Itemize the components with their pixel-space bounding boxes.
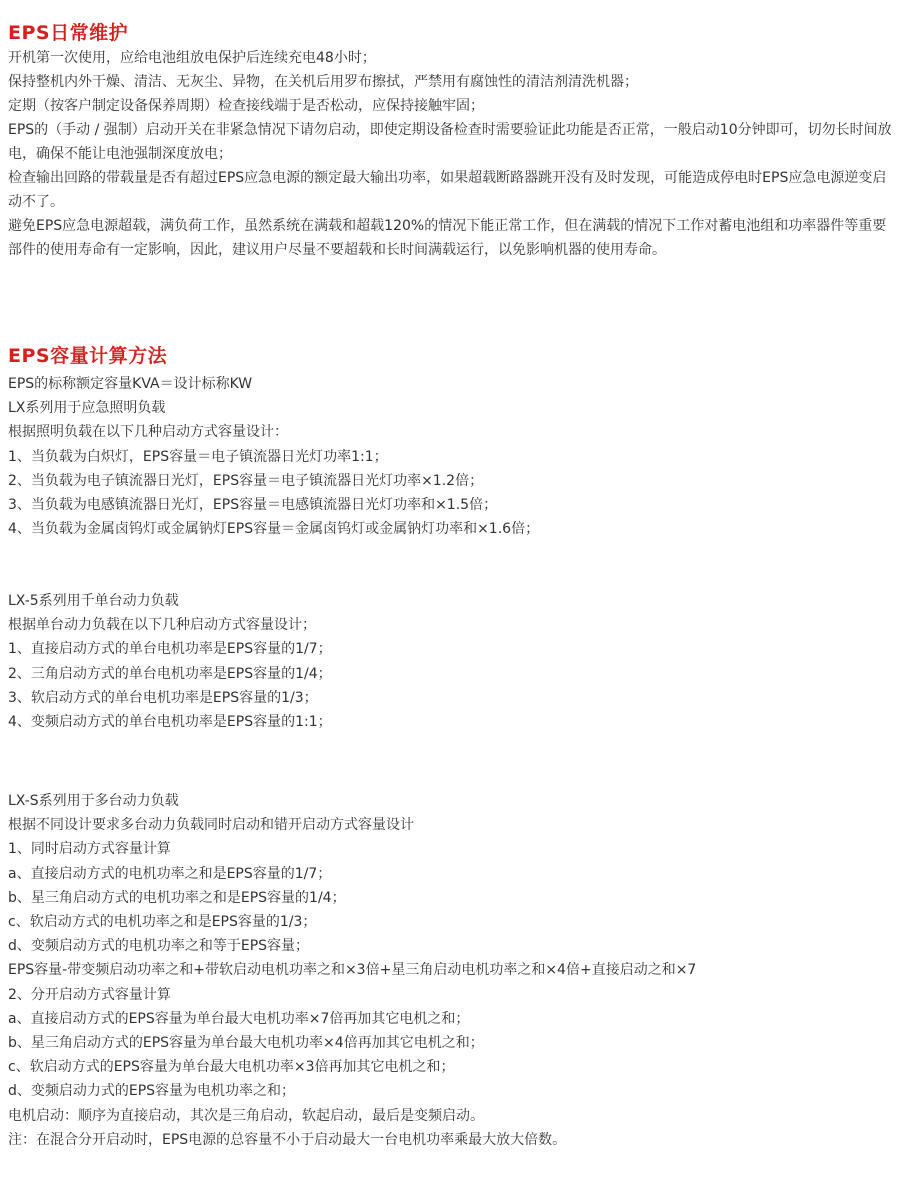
intro-line: LX系列用于应急照明负载 [8,400,166,417]
lxs-line: a、直接启动方式的电机功率之和是EPS容量的1/7； [8,865,332,882]
maintenance-paragraph: 保持整机内外干燥、清洁、无灰尘、异物，在关机后用罗布擦拭，严禁用有腐蚀性的清洁剂清洗机器； [8,74,638,90]
intro-line: 3、当负载为电感镇流器日光灯，EPS容量＝电感镇流器日光灯功率和×1.5倍； [8,497,498,514]
lxs-line: 1、同时启动方式容量计算 [8,841,171,858]
capacity-heading: EPS容量计算方法 [8,345,168,367]
lxs-line: 2、分开启动方式容量计算 [8,986,171,1003]
lx5-line: 根据单台动力负载在以下几种启动方式容量设计； [8,617,316,634]
lxs-block [8,789,894,1152]
maintenance-paragraph: 开机第一次使用，应给电池组放电保护后连续充电48小时； [8,50,376,66]
intro-line: EPS的标称额定容量KVA＝设计标称KW [8,376,253,392]
lx5-line: 2、三角启动方式的单台电机功率是EPS容量的1/4； [8,665,332,682]
maintenance-heading: EPS日常维护 [8,22,129,44]
lx5-line: 1、直接启动方式的单台电机功率是EPS容量的1/7； [8,641,332,658]
maintenance-paragraph: 检查输出回路的带载量是否有超过EPS应急电源的额定最大输出功率，如果超载断路器跳开没有及时发现，可能造成停电时EPS应急电源逆变启动不了。 [8,170,887,210]
lxs-line: c、软启动方式的电机功率之和是EPS容量的1/3； [8,914,317,931]
maintenance-paragraph: 避免EPS应急电源超载，满负荷工作，虽然系统在满载和超载120%的情况下能正常工作，但在满载的情况下工作对蓄电池组和功率器件等重要部件的使用寿命有一定影响，因此，建议用户尽量不要超载和长时间满载运行，以免影响机器的使用寿命。 [8,218,887,258]
lx5-line: LX-5系列用千单台动力负载 [8,593,179,609]
lx5-block [8,589,894,734]
lxs-line: b、星三角启动方式的电机功率之和是EPS容量的1/4； [8,889,346,906]
maintenance-section [8,20,894,46]
capacity-section [8,343,894,369]
intro-line: 2、当负载为电子镇流器日光灯，EPS容量＝电子镇流器日光灯功率×1.2倍； [8,472,484,489]
maintenance-body [8,46,894,262]
lxs-line: 注：在混合分开启动时，EPS电源的总容量不小于启动最大一台电机功率乘最大放大倍数。 [8,1131,567,1148]
maintenance-paragraph: EPS的（手动 / 强制）启动开关在非紧急情况下请勿启动，即使定期设备检查时需要验证此功能是否正常，一般启动10分钟即可，切勿长时间放电，确保不能让电池强制深度放电； [8,122,892,162]
intro-line: 4、当负载为金属卤钨灯或金属钠灯EPS容量＝金属卤钨灯或金属钠灯功率和×1.6倍； [8,521,540,538]
lx5-line: 3、软启动方式的单台电机功率是EPS容量的1/3； [8,689,318,706]
lxs-line: EPS容量-带变频启动功率之和+带软启动电机功率之和×3倍+星三角启动电机功率之和×4倍+直接启动之和×7 [8,962,697,979]
lxs-line: d、变频启动力式的EPS容量为电机功率之和； [8,1083,296,1100]
lxs-line: LX-S系列用于多台动力负载 [8,793,179,809]
maintenance-paragraph: 定期（按客户制定设备保养周期）检查接线端于是否松动，应保持接触牢固； [8,98,484,114]
lx5-line: 4、变频启动方式的单台电机功率是EPS容量的1:1； [8,714,332,731]
intro-line: 1、当负载为白炽灯，EPS容量＝电子镇流器日光灯功率1:1； [8,448,388,465]
lxs-line: a、直接启动方式的EPS容量为单台最大电机功率×7倍再加其它电机之和； [8,1010,470,1027]
lxs-line: 根据不同设计要求多台动力负载同时启动和错开启动方式容量设计 [8,817,414,834]
capacity-intro [8,372,894,541]
lxs-line: 电机启动：顺序为直接启动，其次是三角启动，软起启动，最后是变频启动。 [8,1107,484,1124]
lxs-line: c、软启动方式的EPS容量为单台最大电机功率×3倍再加其它电机之和； [8,1059,455,1076]
intro-line: 根据照明负载在以下几种启动方式容量设计： [8,424,288,441]
lxs-line: b、星三角启动方式的EPS容量为单台最大电机功率×4倍再加其它电机之和； [8,1035,484,1052]
lxs-line: d、变频启动方式的电机功率之和等于EPS容量； [8,938,310,955]
